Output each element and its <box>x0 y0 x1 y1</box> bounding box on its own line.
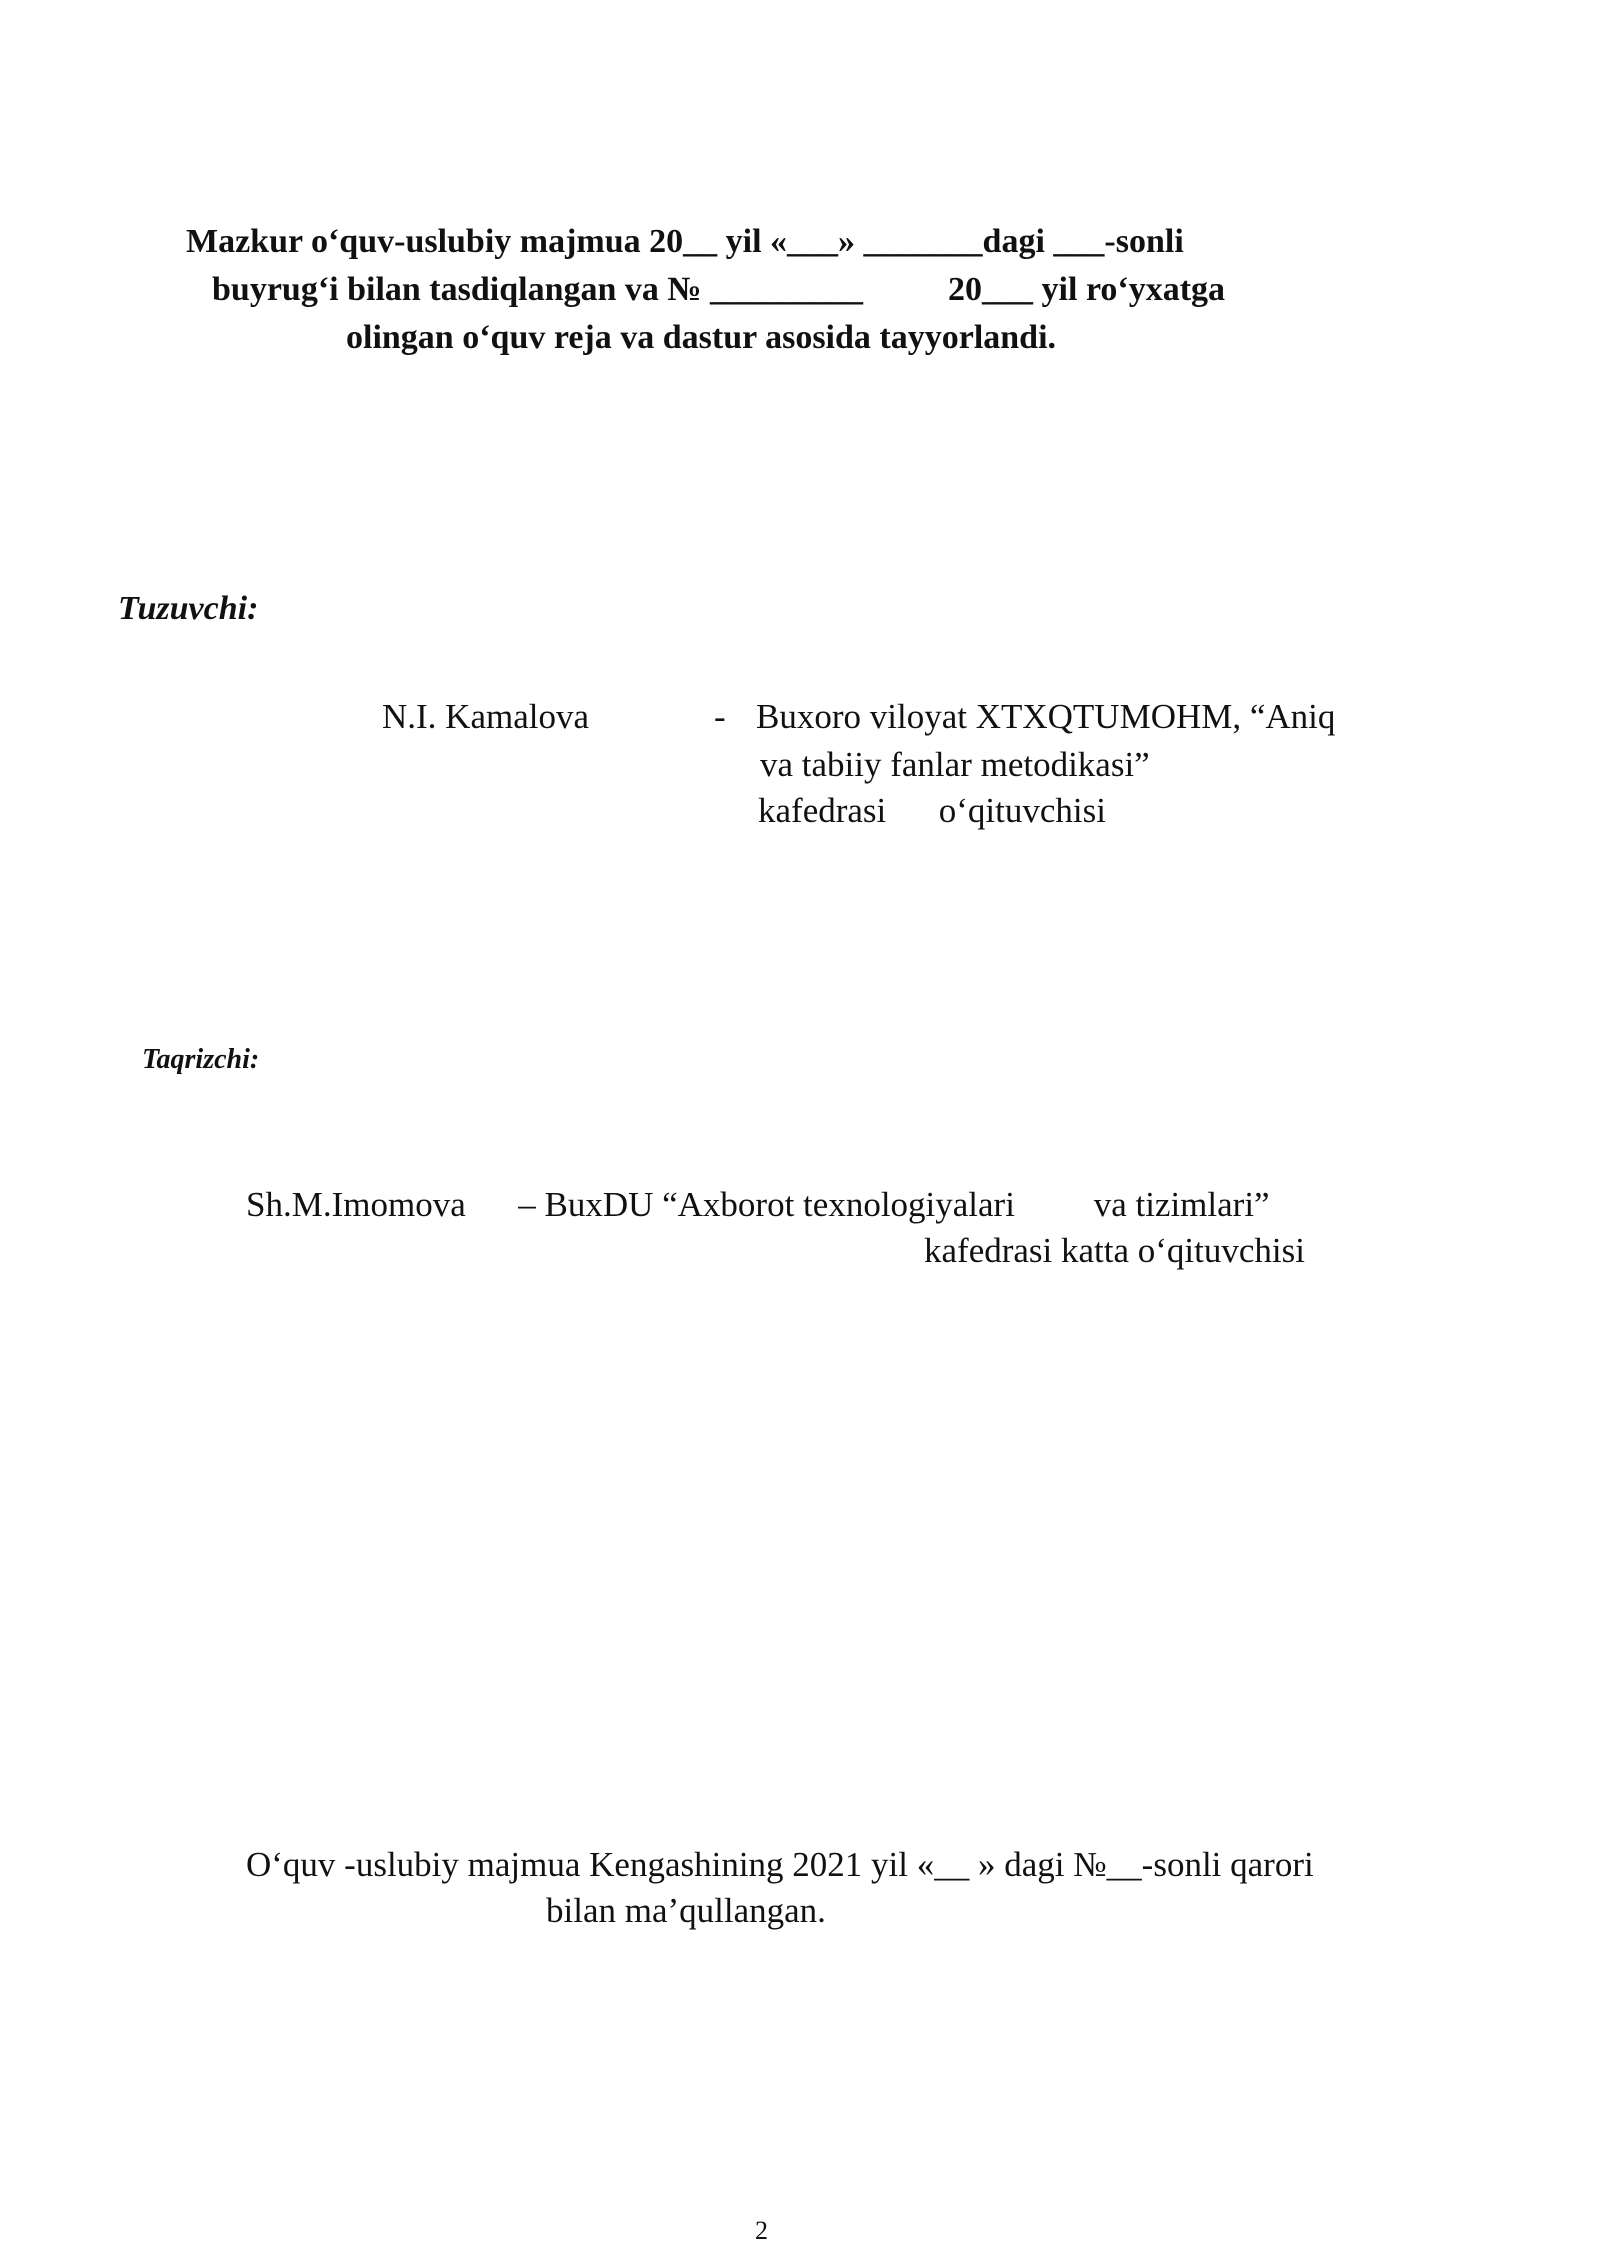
reviewer-line-1: Sh.M.Imomova – BuxDU “Axborot texnologiyalari va tizimlari” <box>246 1185 1270 1224</box>
approval-line-1: O‘quv -uslubiy majmua Kengashining 2021 yil «__ » dagi №__-sonli qarori <box>246 1845 1314 1884</box>
author-desc-line-3: kafedrasi o‘qituvchisi <box>758 791 1106 830</box>
header-line-2: buyrug‘i bilan tasdiqlangan va № _________ 20___ yil ro‘yxatga <box>212 271 1226 308</box>
reviewer-line-2: kafedrasi katta o‘qituvchisi <box>924 1231 1305 1270</box>
approval-line-2: bilan ma’qullangan. <box>546 1891 826 1930</box>
header-line-3: olingan o‘quv reja va dastur asosida tayyorlandi. <box>346 319 1057 356</box>
reviewer-label: Taqrizchi: <box>142 1044 260 1075</box>
author-desc-line-2: va tabiiy fanlar metodikasi” <box>760 745 1150 784</box>
author-dash: - <box>714 697 726 736</box>
header-line-1: Mazkur o‘quv-uslubiy majmua 20__ yil «___» _______dagi ___-sonli <box>186 223 1184 260</box>
page-number: 2 <box>755 2216 768 2245</box>
author-name: N.I. Kamalova <box>382 697 590 736</box>
author-desc-line-1: Buxoro viloyat XTXQTUMOHM, “Aniq <box>756 697 1336 736</box>
author-label: Tuzuvchi: <box>118 590 259 627</box>
